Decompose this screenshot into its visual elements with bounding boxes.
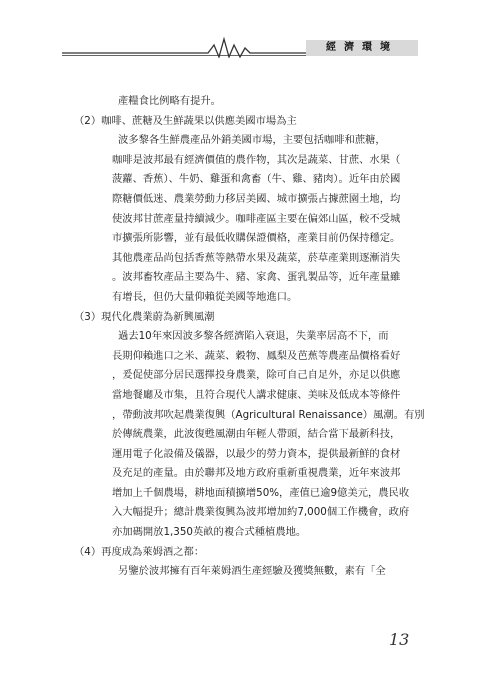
text-line: 產糧食比例略有提升。 (118, 95, 221, 107)
text-line: ，爰促使部分居民選擇投身農業，除可自己自足外，亦足以供應 (112, 369, 401, 382)
text-line: 於傳統農業，此波復甦風潮由年輕人帶頭，結合當下最新科技， (112, 428, 401, 441)
section-heading: （3）現代化農業蔚為新興風潮 (74, 310, 215, 323)
text-line: 使波邦甘蔗產量持續減少。咖啡產區主要在偏郊山區，較不受城 (112, 212, 401, 225)
section-label: 經濟環境 (306, 40, 418, 56)
text-line: ，帶動波邦吹起農業復興（Agricultural Renaissance）風潮。有別 (112, 408, 425, 421)
text-line: 及充足的產量。由於聯邦及地方政府重新重視農業，近年來波邦 (112, 467, 401, 480)
text-line: 。波邦畜牧產品主要為牛、豬、家禽、蛋乳製品等，近年產量雖 (112, 271, 401, 284)
text-line: 其他農產品尚包括香蕉等熱帶水果及蔬菜，菸草產業則逐漸消失 (112, 251, 401, 264)
text-line: 亦加碼開放1,350英畝的複合式種植農地。 (112, 526, 307, 539)
text-line: 另鑒於波邦擁有百年萊姆酒生產經驗及獲獎無數，素有「全 (118, 565, 386, 578)
text-line: 有增長，但仍大量仰賴從美國等地進口。 (112, 290, 298, 303)
page-number: 13 (389, 630, 410, 649)
text-line: 當地餐廳及市集，且符合現代人講求健康、美味及低成本等條件 (112, 388, 401, 401)
text-line: 際糖價低迷、農業勞動力移居美國、城市擴張占據蔗園土地，均 (112, 192, 401, 205)
section-heading: （2）咖啡、蔗糖及生鮮蔬果以供應美國市場為主 (74, 114, 297, 127)
text-line: 菠蘿、香蕉）、牛奶、雞蛋和禽畜（牛、雞、豬肉）。近年由於國 (112, 173, 401, 186)
text-line: 運用電子化設備及儀器，以最少的勞力資本，提供最新鮮的食材 (112, 447, 401, 460)
text-line: 長期仰賴進口之米、蔬菜、穀物、鳳梨及芭蕉等農產品價格看好 (112, 349, 401, 362)
text-line: 波多黎各生鮮農產品外銷美國市場，主要包括咖啡和蔗糖， (118, 134, 386, 147)
page-body (74, 92, 425, 582)
section-heading: （4）再度成為萊姆酒之都： (74, 545, 205, 558)
text-line: 咖啡是波邦最有經濟價值的農作物，其次是蔬菜、甘蔗、水果（ (112, 153, 401, 166)
text-line: 過去10年來因波多黎各經濟陷入衰退，失業率居高不下，而 (118, 330, 389, 343)
text-line: 增加上千個農場，耕地面積擴增50%，產值已逾9億美元，農民收 (112, 486, 410, 499)
text-line: 入大幅提升；總計農業復興為波邦增加約7,000個工作機會，政府 (112, 506, 410, 519)
text-line: 市擴張所影響，並有最低收購保證價格，產業目前仍保持穩定。 (112, 232, 401, 245)
